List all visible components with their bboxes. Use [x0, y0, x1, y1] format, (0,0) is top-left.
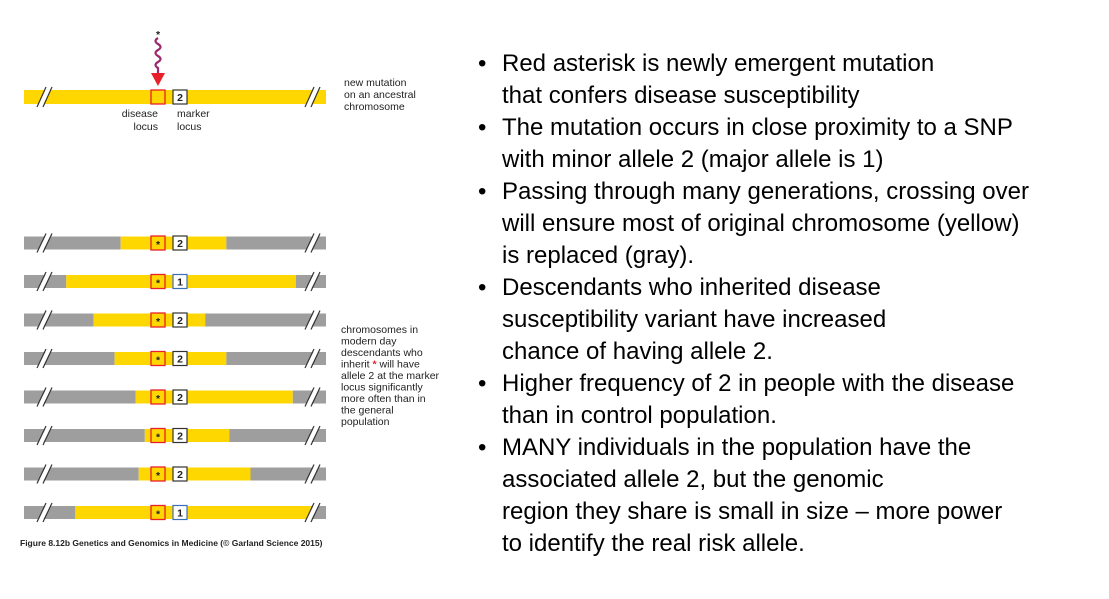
- descendant-chromosome-segment: [93, 314, 205, 327]
- descendant-chromosome-segment: [24, 314, 93, 327]
- descendant-chromosome-left-end: [24, 237, 34, 250]
- mutation-asterisk: *: [155, 508, 161, 521]
- descendant-chromosome-left-end: [24, 468, 34, 481]
- descendants-note-line: the general: [341, 404, 394, 417]
- ancestral-note-line: on an ancestral: [344, 89, 416, 101]
- marker-allele-label: 2: [177, 92, 183, 104]
- disease-locus-label: disease: [121, 108, 158, 120]
- marker-allele-label: 2: [177, 469, 183, 481]
- bullet-line: region they share is small in size – more power: [502, 498, 1003, 525]
- descendant-chromosome-left-end: [24, 429, 34, 442]
- marker-locus-label: marker: [177, 108, 210, 120]
- descendants-note-line: modern day: [341, 335, 397, 348]
- descendant-chromosome-left-end: [24, 314, 34, 327]
- bullet-line: that confers disease susceptibility: [502, 82, 860, 109]
- bullet-item: [474, 112, 1094, 176]
- bullet-item: [474, 368, 1094, 432]
- mutation-asterisk: *: [155, 316, 161, 328]
- descendant-chromosome-left-end: [24, 391, 34, 404]
- ancestral-chromosome-left-end: [24, 90, 34, 104]
- marker-allele-label: 2: [177, 315, 183, 327]
- bullet-dot-icon: •: [478, 434, 487, 461]
- bullet-list: [474, 48, 1094, 560]
- bullet-item: [474, 272, 1094, 368]
- bullet-line: will ensure most of original chromosome (yellow): [502, 210, 1020, 237]
- bullet-line: than in control population.: [502, 402, 777, 429]
- bullet-line: to identify the real risk allele.: [502, 530, 805, 557]
- mutation-squiggle-icon: [156, 38, 161, 74]
- bullet-dot-icon: •: [478, 370, 487, 397]
- disease-locus-label: locus: [133, 121, 158, 133]
- descendants-note-line: [341, 359, 420, 371]
- bullet-line: Red asterisk is newly emergent mutation: [502, 50, 935, 77]
- descendants-note-line: chromosomes in: [341, 324, 419, 336]
- marker-allele-label: 2: [177, 430, 183, 443]
- bullet-dot-icon: •: [478, 178, 487, 205]
- descendant-chromosome-segment: [24, 352, 115, 365]
- mutation-asterisk: *: [155, 29, 161, 41]
- descendant-chromosome-segment: [75, 506, 311, 519]
- bullet-dot-icon: •: [478, 114, 487, 141]
- mutation-asterisk: *: [155, 393, 161, 405]
- mutation-asterisk: *: [155, 354, 161, 367]
- bullet-line: susceptibility variant have increased: [502, 306, 887, 333]
- descendant-chromosome-left-end: [24, 275, 34, 288]
- descendants-note-line: descendants who: [341, 347, 423, 359]
- note-text: inherit: [341, 358, 373, 371]
- descendants-note-line: locus significantly: [341, 381, 423, 394]
- bullet-line: Higher frequency of 2 in people with the disease: [502, 370, 1015, 397]
- bullet-line: The mutation occurs in close proximity to a SNP: [502, 114, 1013, 141]
- bullet-line: Passing through many generations, crossing over: [502, 178, 1029, 205]
- note-text: will have: [376, 358, 420, 371]
- disease-locus-box: [151, 90, 165, 104]
- mutation-asterisk: *: [155, 470, 161, 482]
- ancestral-note-line: new mutation: [344, 77, 407, 89]
- marker-allele-label: 1: [177, 276, 183, 289]
- mutation-asterisk: *: [155, 239, 161, 251]
- mutation-asterisk: *: [155, 277, 161, 290]
- mutation-arrow-icon: [151, 73, 165, 86]
- figure-caption: Figure 8.12b Genetics and Genomics in Medicine (© Garland Science 2015): [20, 538, 323, 548]
- bullet-line: is replaced (gray).: [502, 242, 695, 269]
- ancestral-note-line: chromosome: [344, 101, 405, 113]
- bullet-dot-icon: •: [478, 274, 487, 301]
- bullet-item: [474, 176, 1094, 272]
- bullet-line: associated allele 2, but the genomic: [502, 466, 884, 493]
- bullet-dot-icon: •: [478, 50, 487, 77]
- bullet-line: Descendants who inherited disease: [502, 274, 881, 301]
- descendants-note-line: population: [341, 416, 390, 428]
- bullet-item: [474, 48, 1094, 112]
- bullet-line: MANY individuals in the population have the: [502, 434, 972, 461]
- bullet-line: chance of having allele 2.: [502, 338, 773, 365]
- figure-svg: [0, 0, 460, 594]
- descendants-note-line: more often than in: [341, 393, 426, 405]
- marker-allele-label: 1: [177, 507, 183, 520]
- bullet-item: [474, 432, 1094, 560]
- mutation-asterisk: *: [155, 431, 161, 444]
- descendant-chromosome-segment: [24, 237, 121, 250]
- linkage-figure: [0, 0, 460, 594]
- descendant-chromosome-left-end: [24, 506, 34, 519]
- marker-allele-label: 2: [177, 238, 183, 250]
- marker-locus-label: locus: [177, 121, 202, 133]
- bullet-line: with minor allele 2 (major allele is 1): [502, 146, 884, 173]
- descendants-note-line: allele 2 at the marker: [341, 370, 440, 382]
- descendant-chromosome-left-end: [24, 352, 34, 365]
- marker-allele-label: 2: [177, 392, 183, 404]
- descendant-chromosome-segment: [115, 352, 227, 365]
- note-asterisk: *: [372, 358, 377, 371]
- marker-allele-label: 2: [177, 353, 183, 366]
